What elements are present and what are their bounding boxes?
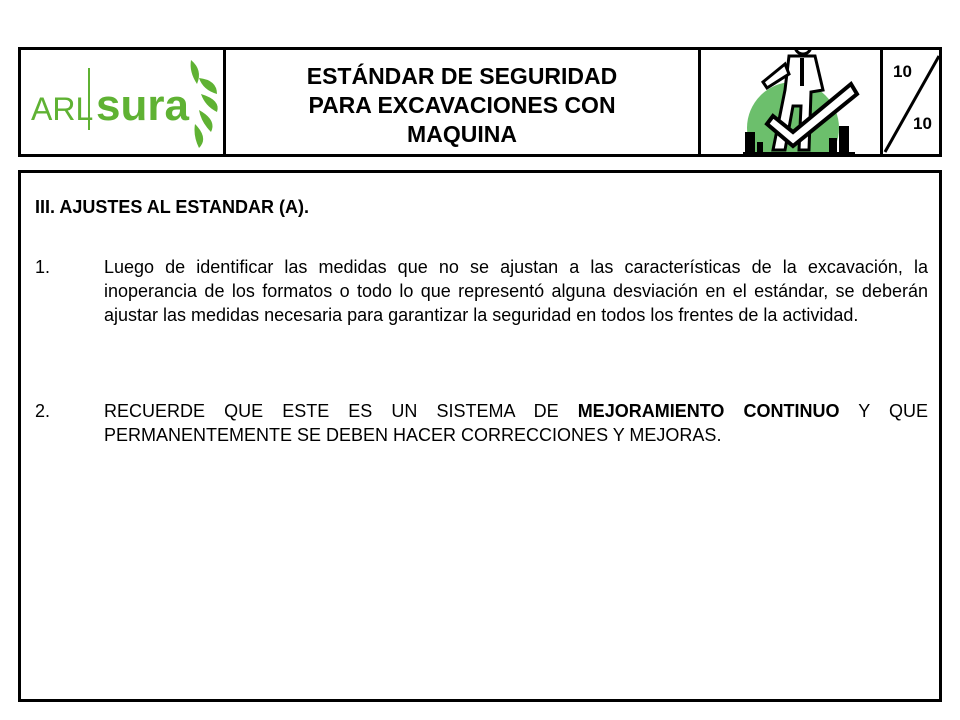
title-line-1: ESTÁNDAR DE SEGURIDAD <box>306 62 618 89</box>
page-total: 10 <box>913 114 932 133</box>
arl-sura-logo <box>21 50 223 154</box>
page-number-cell <box>883 50 939 154</box>
page-current: 10 <box>893 62 912 81</box>
document-header <box>18 47 942 157</box>
item-text-part-2: Y QUE PERMANENTEMENTE SE DEBEN HACER CORRECCIONES Y MEJORAS. <box>104 401 928 445</box>
list-item <box>35 255 928 327</box>
item-text <box>104 399 928 447</box>
item-text: Luego de identificar las medidas que no se ajustan a las características de la excavación, la inoperancia de los formatos o todo lo que representó alguna desviación en el estándar, se deberán ajustar las medidas necesaria para garantizar la seguridad en todos los frentes de la actividad. <box>104 257 928 325</box>
title-line-2: PARA EXCAVACIONES CON <box>308 91 616 118</box>
content-box <box>18 170 942 702</box>
logo-arl-text: ARL <box>31 91 94 127</box>
list-item <box>35 399 928 447</box>
logo-sura-text: sura <box>96 81 189 130</box>
item-number: 2. <box>35 401 51 421</box>
logo-cell <box>21 50 226 154</box>
item-number: 1. <box>35 257 51 277</box>
title-cell <box>226 50 701 154</box>
page-divider-line <box>883 50 942 154</box>
businessman-checkmark-icon <box>701 50 880 154</box>
item-text-bold: MEJORAMIENTO CONTINUO <box>577 401 840 421</box>
item-text-part-1: RECUERDE QUE ESTE ES UN SISTEMA DE <box>104 401 578 421</box>
section-heading: III. AJUSTES AL ESTANDAR (A). <box>35 197 310 217</box>
logo-leaf-rays-icon <box>191 60 218 148</box>
document-title <box>307 56 618 149</box>
illustration-cell <box>701 50 883 154</box>
title-line-3: MAQUINA <box>407 120 517 147</box>
